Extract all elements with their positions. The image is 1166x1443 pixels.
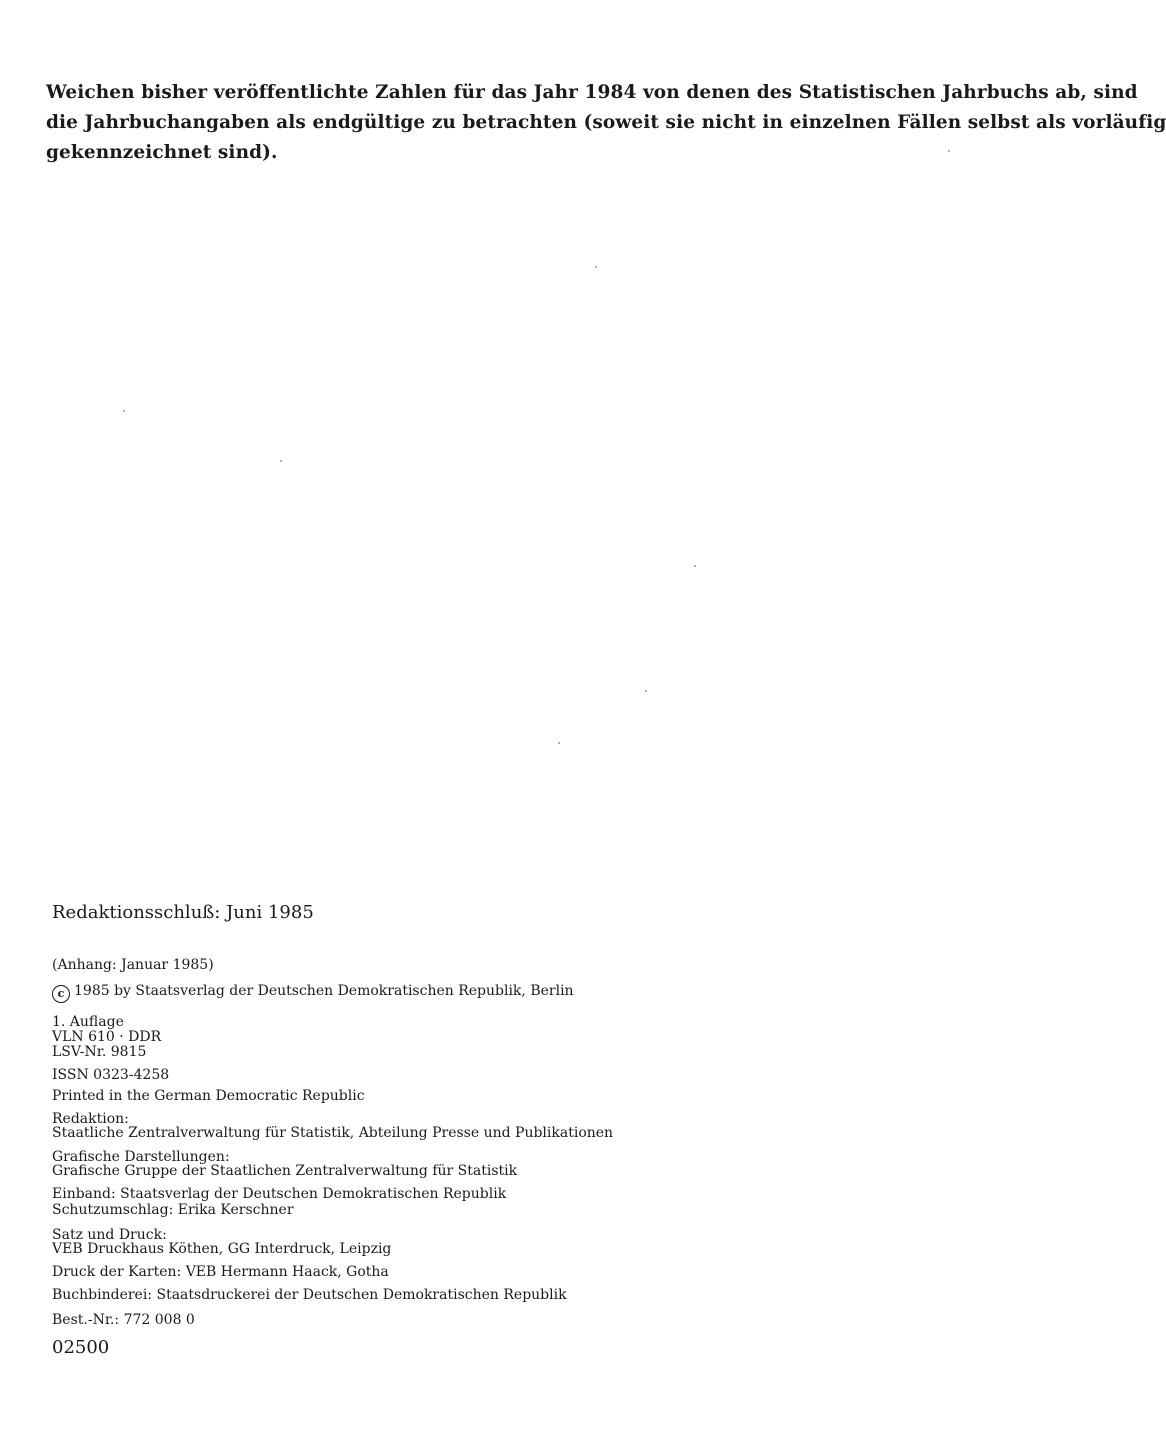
buchbinderei: Buchbinderei: Staatsdruckerei der Deutschen Demokratischen Republik [52,1287,567,1303]
intro-line-3: gekennzeichnet sind). [46,142,278,163]
einband: Einband: Staatsverlag der Deutschen Demokratischen Republik [52,1186,507,1202]
grafik-label: Grafische Darstellungen: [52,1149,230,1165]
printed-in: Printed in the German Democratic Republic [52,1088,365,1104]
satz-label: Satz und Druck: [52,1227,167,1243]
schutzumschlag: Schutzumschlag: Erika Kerschner [52,1202,294,1218]
scan-speck [645,690,647,692]
redaktionsschluss: Redaktionsschluß: Juni 1985 [52,902,314,923]
lsv-number: LSV-Nr. 9815 [52,1044,147,1060]
scan-speck [123,410,125,412]
scan-speck [948,150,950,152]
grafik-value: Grafische Gruppe der Staatlichen Zentralverwaltung für Statistik [52,1163,518,1179]
scan-speck [280,460,282,462]
redaktion-value: Staatliche Zentralverwaltung für Statistik, Abteilung Presse und Publikationen [52,1125,614,1141]
issn: ISSN 0323-4258 [52,1067,170,1083]
anhang: (Anhang: Januar 1985) [52,957,214,973]
intro-paragraph [46,78,1166,168]
scan-speck [694,565,696,567]
intro-line-1: Weichen bisher veröffentlichte Zahlen für das Jahr 1984 von denen des Statistischen Jahrbuchs ab, sind [46,82,1138,103]
copyright-text: 1985 by Staatsverlag der Deutschen Demokratischen Republik, Berlin [74,983,574,999]
print-code: 02500 [52,1337,110,1358]
intro-line-2: die Jahrbuchangaben als endgültige zu betrachten (soweit sie nicht in einzelnen Fällen selbst als vorläufig [46,112,1166,133]
vln: VLN 610 · DDR [52,1029,162,1045]
best-nr: Best.-Nr.: 772 008 0 [52,1312,195,1328]
copyright-icon: c [52,985,70,1003]
satz-value: VEB Druckhaus Köthen, GG Interdruck, Leipzig [52,1241,392,1257]
redaktion-label: Redaktion: [52,1111,129,1127]
scan-speck [558,742,560,744]
karten: Druck der Karten: VEB Hermann Haack, Gotha [52,1264,389,1280]
auflage: 1. Auflage [52,1014,124,1030]
copyright-line [52,983,574,1003]
scan-speck [595,266,597,268]
